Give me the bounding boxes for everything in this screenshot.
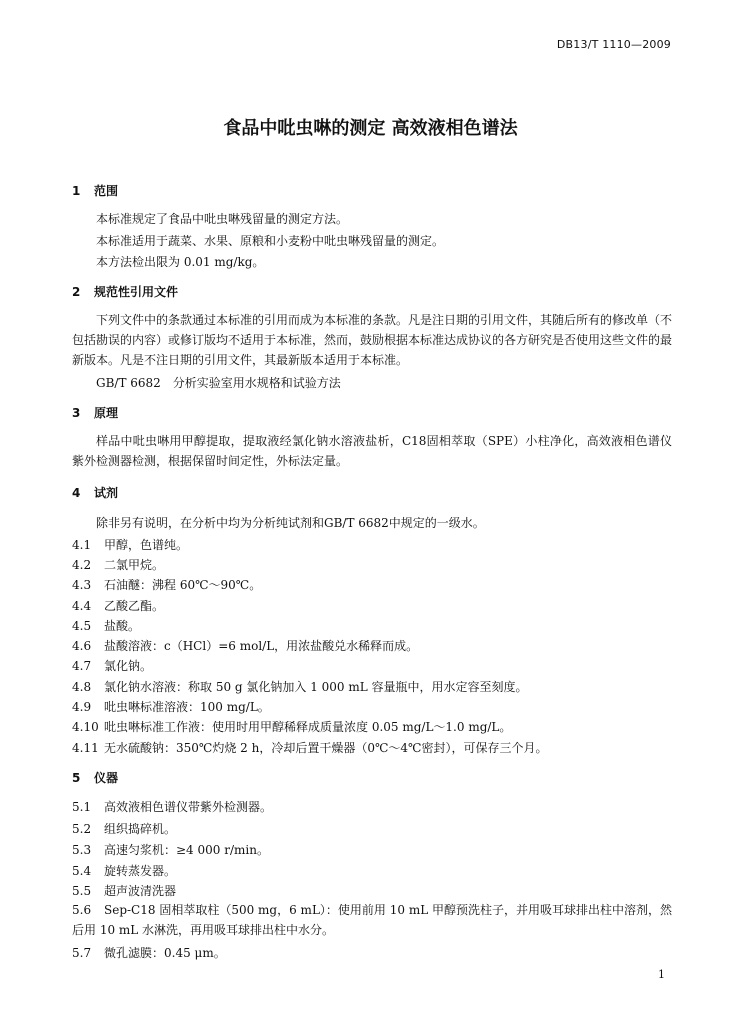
list-item [72,617,140,634]
list-item [72,678,528,695]
document-title: 食品中吡虫啉的测定 高效液相色谱法 [223,118,518,139]
item-number: 4.1 [72,538,92,552]
item-number: 4.8 [72,680,92,694]
list-item [72,637,418,654]
list-item [72,862,176,879]
list-item [72,536,188,553]
section-number: 2 [72,285,81,299]
item-number: 5.7 [72,946,92,960]
list-item [72,739,547,756]
principle-paragraph: 样品中吡虫啉用甲醇提取，提取液经氯化钠水溶液盐析，C18固相萃取（SPE）小柱净化，高效液相色谱仪紫外检测器检测，根据保留时间定性，外标法定量。 [72,434,672,468]
section-title: 规范性引用文件 [94,285,179,299]
item-text: 微孔滤膜：0.45 μm。 [104,946,226,960]
item-number: 4.2 [72,558,92,572]
normative-references-paragraph: 下列文件中的条款通过本标准的引用而成为本标准的条款。凡是注日期的引用文件，其随后所有的修改单（不包括勘误的内容）或修订版均不适用于本标准，然而，鼓励根据本标准达成协议的各方研究是否使用这些文件的最新版本。凡是不注日期的引用文件，其最新版本适用于本标准。 [72,313,673,367]
section-2-heading [72,283,178,300]
item-number: 5.6 [72,903,92,917]
item-text: 高速匀浆机：≥4 000 r/min。 [104,843,269,857]
item-number: 4.7 [72,659,92,673]
item-text: 吡虫啉标准溶液：100 mg/L。 [104,700,270,714]
section-number: 1 [72,184,81,198]
section-1-heading [72,182,118,199]
reagents-intro: 除非另有说明，在分析中均为分析纯试剂和GB/T 6682中规定的一级水。 [96,516,485,530]
list-item [72,718,511,735]
list-item [72,657,152,674]
scope-line-3: 本方法检出限为 0.01 mg/kg。 [96,255,265,269]
item-text: 二氯甲烷。 [104,558,165,572]
item-text: Sep-C18 固相萃取柱（500 mg，6 mL）：使用前用 10 mL 甲醇预洗柱子，并用吸耳球排出柱中溶剂，然后用 10 mL 水淋洗，再用吸耳球排出柱中水分。 [72,903,672,937]
item-text: 氯化钠水溶液：称取 50 g 氯化钠加入 1 000 mL 容量瓶中，用水定容至刻度。 [104,680,528,694]
section-5-heading [72,769,118,786]
list-item [72,576,261,593]
item-text: 石油醚：沸程 60℃～90℃。 [104,578,262,592]
item-number: 4.4 [72,599,92,613]
scope-line-2: 本标准适用于蔬菜、水果、原粮和小麦粉中吡虫啉残留量的测定。 [96,234,445,248]
list-item [72,798,272,815]
section-title: 仪器 [94,771,119,785]
list-item [72,841,269,858]
section-number: 4 [72,486,81,500]
item-text: 盐酸溶液：c（HCl）=6 mol/L，用浓盐酸兑水稀释而成。 [104,639,419,653]
page-number: 1 [658,968,665,981]
item-text: 吡虫啉标准工作液：使用时用甲醇稀释成质量浓度 0.05 mg/L～1.0 mg/L。 [104,720,512,734]
item-number: 4.9 [72,700,92,714]
list-item [72,820,176,837]
reference-gbt6682: GB/T 6682 分析实验室用水规格和试验方法 [96,376,341,390]
standard-code: DB13/T 1110—2009 [556,38,671,51]
section-number: 5 [72,771,81,785]
item-text: 旋转蒸发器。 [104,864,177,878]
list-item [72,882,176,899]
item-text: 组织捣碎机。 [104,822,177,836]
list-item [72,698,270,715]
item-number: 5.3 [72,843,92,857]
item-number: 4.5 [72,619,92,633]
section-title: 原理 [94,406,119,420]
item-number: 5.4 [72,864,92,878]
item-number: 4.6 [72,639,92,653]
item-number: 4.10 [72,720,99,734]
item-text: 盐酸。 [104,619,141,633]
list-item [72,556,164,573]
section-title: 试剂 [94,486,119,500]
scope-line-1: 本标准规定了食品中吡虫啉残留量的测定方法。 [96,212,349,226]
item-number: 4.3 [72,578,92,592]
section-4-heading [72,484,118,501]
list-item [72,597,164,614]
item-text: 超声波清洗器 [104,884,177,898]
item-text: 无水硫酸钠：350℃灼烧 2 h，冷却后置干燥器（0℃～4℃密封），可保存三个月。 [104,741,548,755]
item-number: 5.2 [72,822,92,836]
list-item [72,944,226,961]
section-3-heading [72,404,118,421]
item-text: 高效液相色谱仪带紫外检测器。 [104,800,273,814]
list-item-wrapped [72,900,672,940]
item-text: 乙酸乙酯。 [104,599,165,613]
section-title: 范围 [94,184,119,198]
item-text: 甲醇，色谱纯。 [104,538,189,552]
item-number: 5.1 [72,800,92,814]
item-number: 5.5 [72,884,92,898]
item-text: 氯化钠。 [104,659,153,673]
item-number: 4.11 [72,741,99,755]
section-number: 3 [72,406,81,420]
